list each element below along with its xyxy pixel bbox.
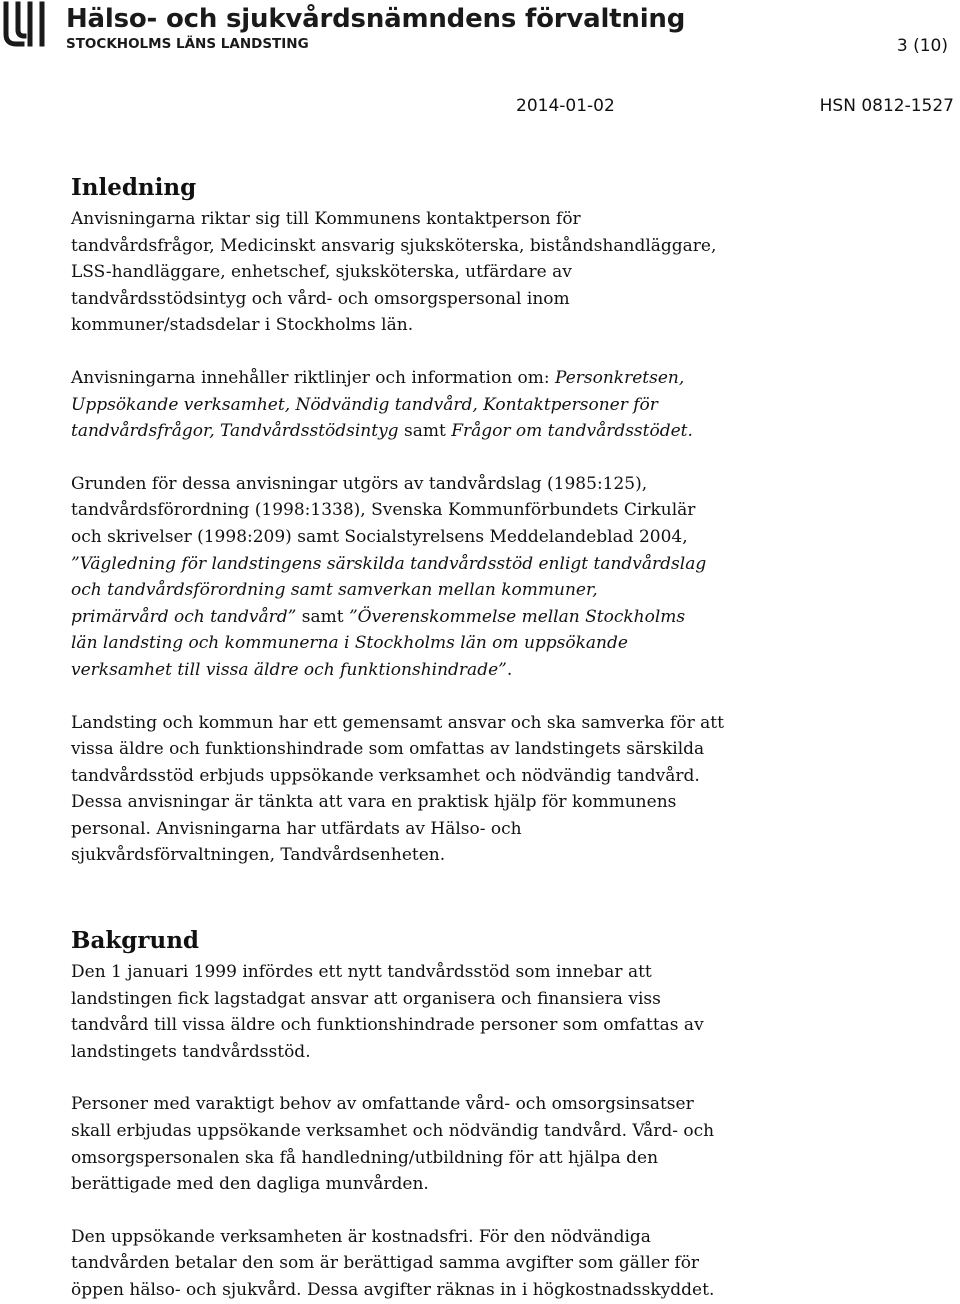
text-line <box>71 418 791 445</box>
paragraph-legal-basis <box>71 471 791 684</box>
paragraph-shared-responsibility <box>71 710 791 870</box>
text-line: Anvisningarna riktar sig till Kommunens kontaktperson för <box>71 209 581 229</box>
text-line: landstingen fick lagstadgat ansvar att organisera och finansiera viss <box>71 988 661 1009</box>
text-line: berättigade med den dagliga munvården. <box>71 1174 429 1195</box>
text-span: Anvisningarna innehåller riktlinjer och information om: <box>71 367 556 388</box>
stockholms-lans-landsting-logo-icon <box>0 0 52 50</box>
text-line: tandvårdsstödsintyg och vård- och omsorgspersonal inom <box>71 288 570 309</box>
text-line <box>71 365 791 392</box>
italic-span: län landsting och kommunerna i Stockholms län om uppsökande <box>71 633 628 654</box>
italic-span: verksamhet till vissa äldre och funktionshindrade” <box>71 659 507 680</box>
paragraph-eligibility <box>71 1091 791 1197</box>
text-line <box>71 551 791 578</box>
text-line: personal. Anvisningarna har utfärdats av Hälso- och <box>71 818 522 839</box>
italic-span: och tandvårdsförordning samt samverkan mellan kommuner, <box>71 580 598 601</box>
italic-span: ”Vägledning för landstingens särskilda tandvårdsstöd enligt tandvårdslag <box>71 553 707 574</box>
text-span: samt <box>296 606 349 627</box>
text-line: Dessa anvisningar är tänkta att vara en praktisk hjälp för kommunens <box>71 792 677 813</box>
text-line: LSS-handläggare, enhetschef, sjuksköterska, utfärdare av <box>71 262 572 283</box>
text-line: tandvård till vissa äldre och funktionshindrade personer som omfattas av <box>71 1015 704 1036</box>
text-line: landstingets tandvårdsstöd. <box>71 1041 311 1062</box>
text-line: Den uppsökande verksamheten är kostnadsfri. För den nödvändiga <box>71 1226 651 1247</box>
organization-subtitle: STOCKHOLMS LÄNS LANDSTING <box>66 36 309 52</box>
text-span: . <box>506 659 513 680</box>
document-date: 2014-01-02 <box>516 96 615 116</box>
text-line <box>71 657 791 684</box>
text-line <box>71 577 791 604</box>
text-line: Landsting och kommun har ett gemensamt ansvar och ska samverka för att <box>71 712 724 733</box>
text-line: Den 1 januari 1999 infördes ett nytt tandvårdsstöd som innebar att <box>71 962 652 983</box>
text-line <box>71 604 791 631</box>
organization-name: Hälso- och sjukvårdsnämndens förvaltning <box>66 4 686 34</box>
text-line: öppen hälso- och sjukvård. Dessa avgifter räknas in i högkostnadsskyddet. <box>71 1280 715 1300</box>
italic-span: ”Överenskommelse mellan Stockholms <box>348 606 686 627</box>
italic-span: Uppsökande verksamhet, Nödvändig tandvård, Kontaktpersoner för <box>71 394 658 415</box>
paragraph-contents <box>71 365 791 445</box>
text-line: Grunden för dessa anvisningar utgörs av tandvårdslag (1985:125), <box>71 473 648 494</box>
text-line: Personer med varaktigt behov av omfattande vård- och omsorgsinsatser <box>71 1094 694 1115</box>
text-span: samt <box>398 421 452 442</box>
paragraph-audience <box>71 206 791 339</box>
text-line: och skrivelser (1998:209) samt Socialstyrelsens Meddelandeblad 2004, <box>71 526 688 547</box>
page-number: 3 (10) <box>896 36 948 56</box>
text-line: omsorgspersonalen ska få handledning/utbildning för att hjälpa den <box>71 1147 659 1168</box>
text-line: tandvårdsfrågor, Medicinskt ansvarig sjuksköterska, biståndshandläggare, <box>71 235 717 256</box>
italic-span: primärvård och tandvård” <box>71 606 297 627</box>
heading-inledning: Inledning <box>71 174 197 201</box>
text-line: skall erbjudas uppsökande verksamhet och nödvändig tandvård. Vård- och <box>71 1121 715 1142</box>
text-line: kommuner/stadsdelar i Stockholms län. <box>71 315 414 336</box>
text-line <box>71 392 791 419</box>
italic-span: Frågor om tandvårdsstödet. <box>451 421 693 442</box>
text-line: tandvårdsförordning (1998:1338), Svenska Kommunförbundets Cirkulär <box>71 500 696 521</box>
text-line: sjukvårdsförvaltningen, Tandvårdsenheten. <box>71 845 446 866</box>
heading-bakgrund: Bakgrund <box>71 927 200 955</box>
text-line: vissa äldre och funktionshindrade som omfattas av landstingets särskilda <box>71 739 705 760</box>
italic-span: Personkretsen, <box>555 367 685 388</box>
text-line: tandvårdsstöd erbjuds uppsökande verksamhet och nödvändig tandvård. <box>71 765 700 786</box>
paragraph-history <box>71 959 791 1065</box>
italic-span: tandvårdsfrågor, Tandvårdsstödsintyg <box>71 421 399 442</box>
text-line: tandvården betalar den som är berättigad samma avgifter som gäller för <box>71 1253 700 1274</box>
document-body <box>71 170 791 1304</box>
document-reference: HSN 0812-1527 <box>819 96 954 116</box>
text-line <box>71 630 791 657</box>
